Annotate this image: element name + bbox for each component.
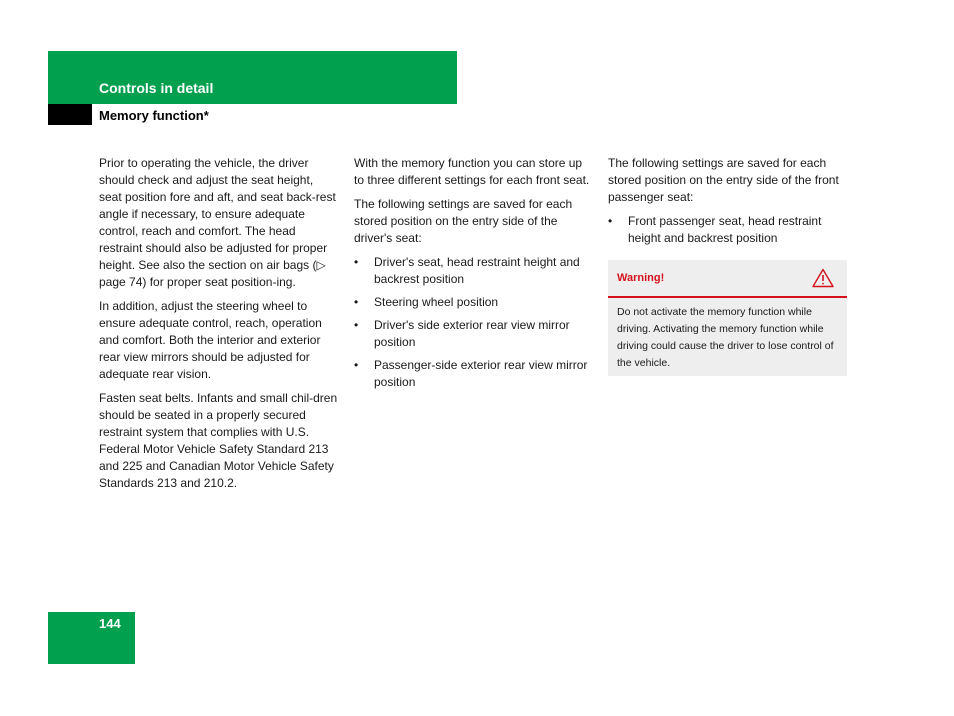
- list-item-text: Front passenger seat, head restraint height and backrest position: [628, 214, 822, 245]
- column-3: [608, 155, 848, 253]
- bullet: •: [354, 255, 359, 269]
- settings-list: [354, 254, 594, 391]
- paragraph: Fasten seat belts. Infants and small chil-dren should be seated in a properly secured restraint system that complies with U.S. Federal Motor Vehicle Safety Standard 213 and 225 and Canadian Motor Vehicle Safety Standards 213 and 210.2.: [99, 391, 338, 490]
- warning-box: [608, 260, 847, 376]
- list-item-text: Steering wheel position: [374, 295, 499, 309]
- column-2: [354, 155, 594, 397]
- paragraph: The following settings are saved for each stored position on the entry side of the front passenger seat:: [608, 156, 839, 204]
- list-item: [354, 294, 594, 311]
- paragraph: In addition, adjust the steering wheel to ensure adequate control, reach, operation and comfort. Both the interior and exterior rear view mirrors should be adjusted for adequate rear vision.: [99, 299, 322, 381]
- list-item-text: Driver's side exterior rear view mirror position: [374, 318, 570, 349]
- header-band: [48, 51, 457, 104]
- bullet: •: [354, 358, 359, 372]
- list-item-text: Passenger-side exterior rear view mirror position: [374, 358, 588, 389]
- column-1: [99, 155, 339, 499]
- section-title: Memory function*: [99, 108, 209, 123]
- list-item: [354, 317, 594, 351]
- page-number: 144: [99, 616, 121, 631]
- paragraph: Prior to operating the vehicle, the driver should check and adjust the seat height, seat position fore and aft, and seat back-rest angle if necessary, to ensure adequate control, reach and comfort. The head restraint should also be adjusted for proper height. See also the section on air bags (▷ page 74) for proper seat position-ing.: [99, 156, 336, 289]
- list-item: [608, 213, 848, 247]
- settings-list: [608, 213, 848, 247]
- list-item: [354, 357, 594, 391]
- page-number-band: [48, 612, 135, 664]
- paragraph: With the memory function you can store up to three different settings for each front seat.: [354, 156, 590, 187]
- chapter-title: Controls in detail: [99, 80, 214, 96]
- list-item: [354, 254, 594, 288]
- warning-text: Do not activate the memory function while driving. Activating the memory function while driving could cause the driver to lose control of the vehicle.: [617, 306, 834, 369]
- section-marker: [48, 104, 92, 125]
- paragraph: The following settings are saved for each stored position on the entry side of the driver's seat:: [354, 197, 573, 245]
- bullet: •: [354, 318, 359, 332]
- list-item-text: Driver's seat, head restraint height and backrest position: [374, 255, 580, 286]
- warning-label: Warning!: [617, 272, 665, 284]
- bullet: •: [354, 295, 359, 309]
- bullet: •: [608, 214, 613, 228]
- warning-triangle-icon: [812, 268, 834, 288]
- warning-header: [608, 260, 847, 298]
